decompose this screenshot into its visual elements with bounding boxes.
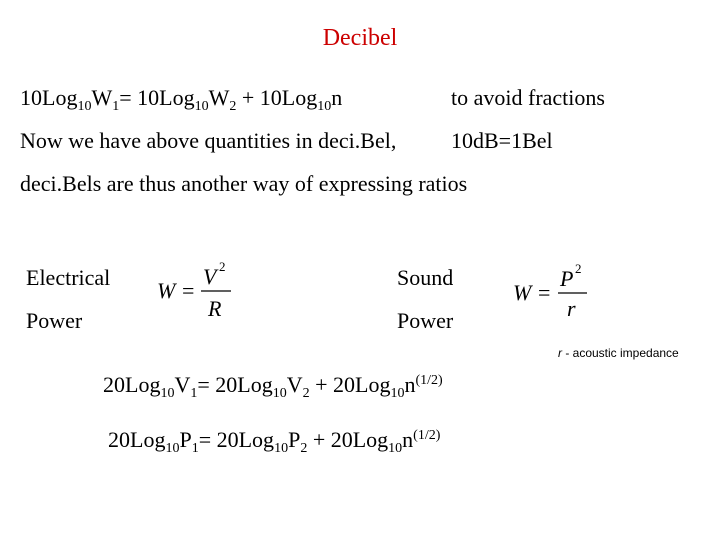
voltage-decibel-equation [103,372,443,401]
eq1-term: = 10Log [119,85,195,110]
eq3-term: P [288,427,301,452]
formula-denominator: r [567,296,576,321]
eq3-subscript: 1 [191,441,199,456]
eq3-term: n [402,427,414,452]
acoustic-impedance-note [558,346,679,360]
formula-lhs: W [157,278,176,303]
formula-exponent: 2 [219,259,226,274]
sound-power-formula [511,260,621,326]
eq1-term: 10Log [20,85,78,110]
formula-exponent: 2 [575,261,582,276]
eq3-subscript: 10 [165,441,180,456]
eq2-term: V [174,372,191,397]
eq2-subscript: 10 [272,386,287,401]
electrical-power-label: Power [26,308,83,333]
eq1-term: + 10Log [236,85,318,110]
eq2-term: n [404,372,416,397]
sound-power-label: Power [397,308,454,333]
formula-equals: = [538,280,551,305]
eq3-exponent: (1/2) [413,428,441,443]
eq1-term: W [208,85,230,110]
eq1-subscript: 2 [229,99,237,114]
eq3-term: P [179,427,192,452]
eq1-term: n [331,85,343,110]
eq1-subscript: 1 [112,99,120,114]
impedance-symbol: r [558,346,562,360]
eq2-exponent: (1/2) [415,373,443,388]
decibel-bel-relation: 10dB=1Bel [451,128,553,153]
eq2-term: = 20Log [197,372,273,397]
sound-label: Sound [397,265,454,290]
eq1-subscript: 10 [317,99,332,114]
eq1-subscript: 10 [77,99,92,114]
eq3-term: + 20Log [307,427,389,452]
electrical-power-formula [155,258,265,324]
eq3-subscript: 10 [388,441,403,456]
eq3-term: = 20Log [198,427,275,452]
eq3-term: 20Log [108,427,166,452]
eq1-term: W [91,85,113,110]
eq1-note: to avoid fractions [451,85,605,110]
eq2-term: V [286,372,303,397]
eq3-subscript: 10 [274,441,289,456]
eq2-term: 20Log [103,372,161,397]
eq2-subscript: 10 [390,386,405,401]
slide-title: Decibel [322,25,398,51]
eq3-subscript: 2 [300,441,308,456]
formula-lhs: W [513,280,532,305]
decibel-units-text: Now we have above quantities in deci.Bel, [20,128,397,153]
formula-numerator: P [560,266,574,291]
electrical-label: Electrical [26,265,111,290]
ratio-explanation: deci.Bels are thus another way of expressing ratios [20,171,468,196]
impedance-text: - acoustic impedance [562,346,679,360]
formula-denominator: R [208,296,222,321]
eq2-subscript: 2 [302,386,310,401]
decibel-power-equation [20,85,343,114]
eq2-term: + 20Log [309,372,391,397]
formula-numerator: V [203,264,217,289]
eq2-subscript: 10 [160,386,175,401]
pressure-decibel-equation [108,427,441,456]
eq2-subscript: 1 [190,386,198,401]
eq1-subscript: 10 [194,99,209,114]
formula-equals: = [182,278,195,303]
